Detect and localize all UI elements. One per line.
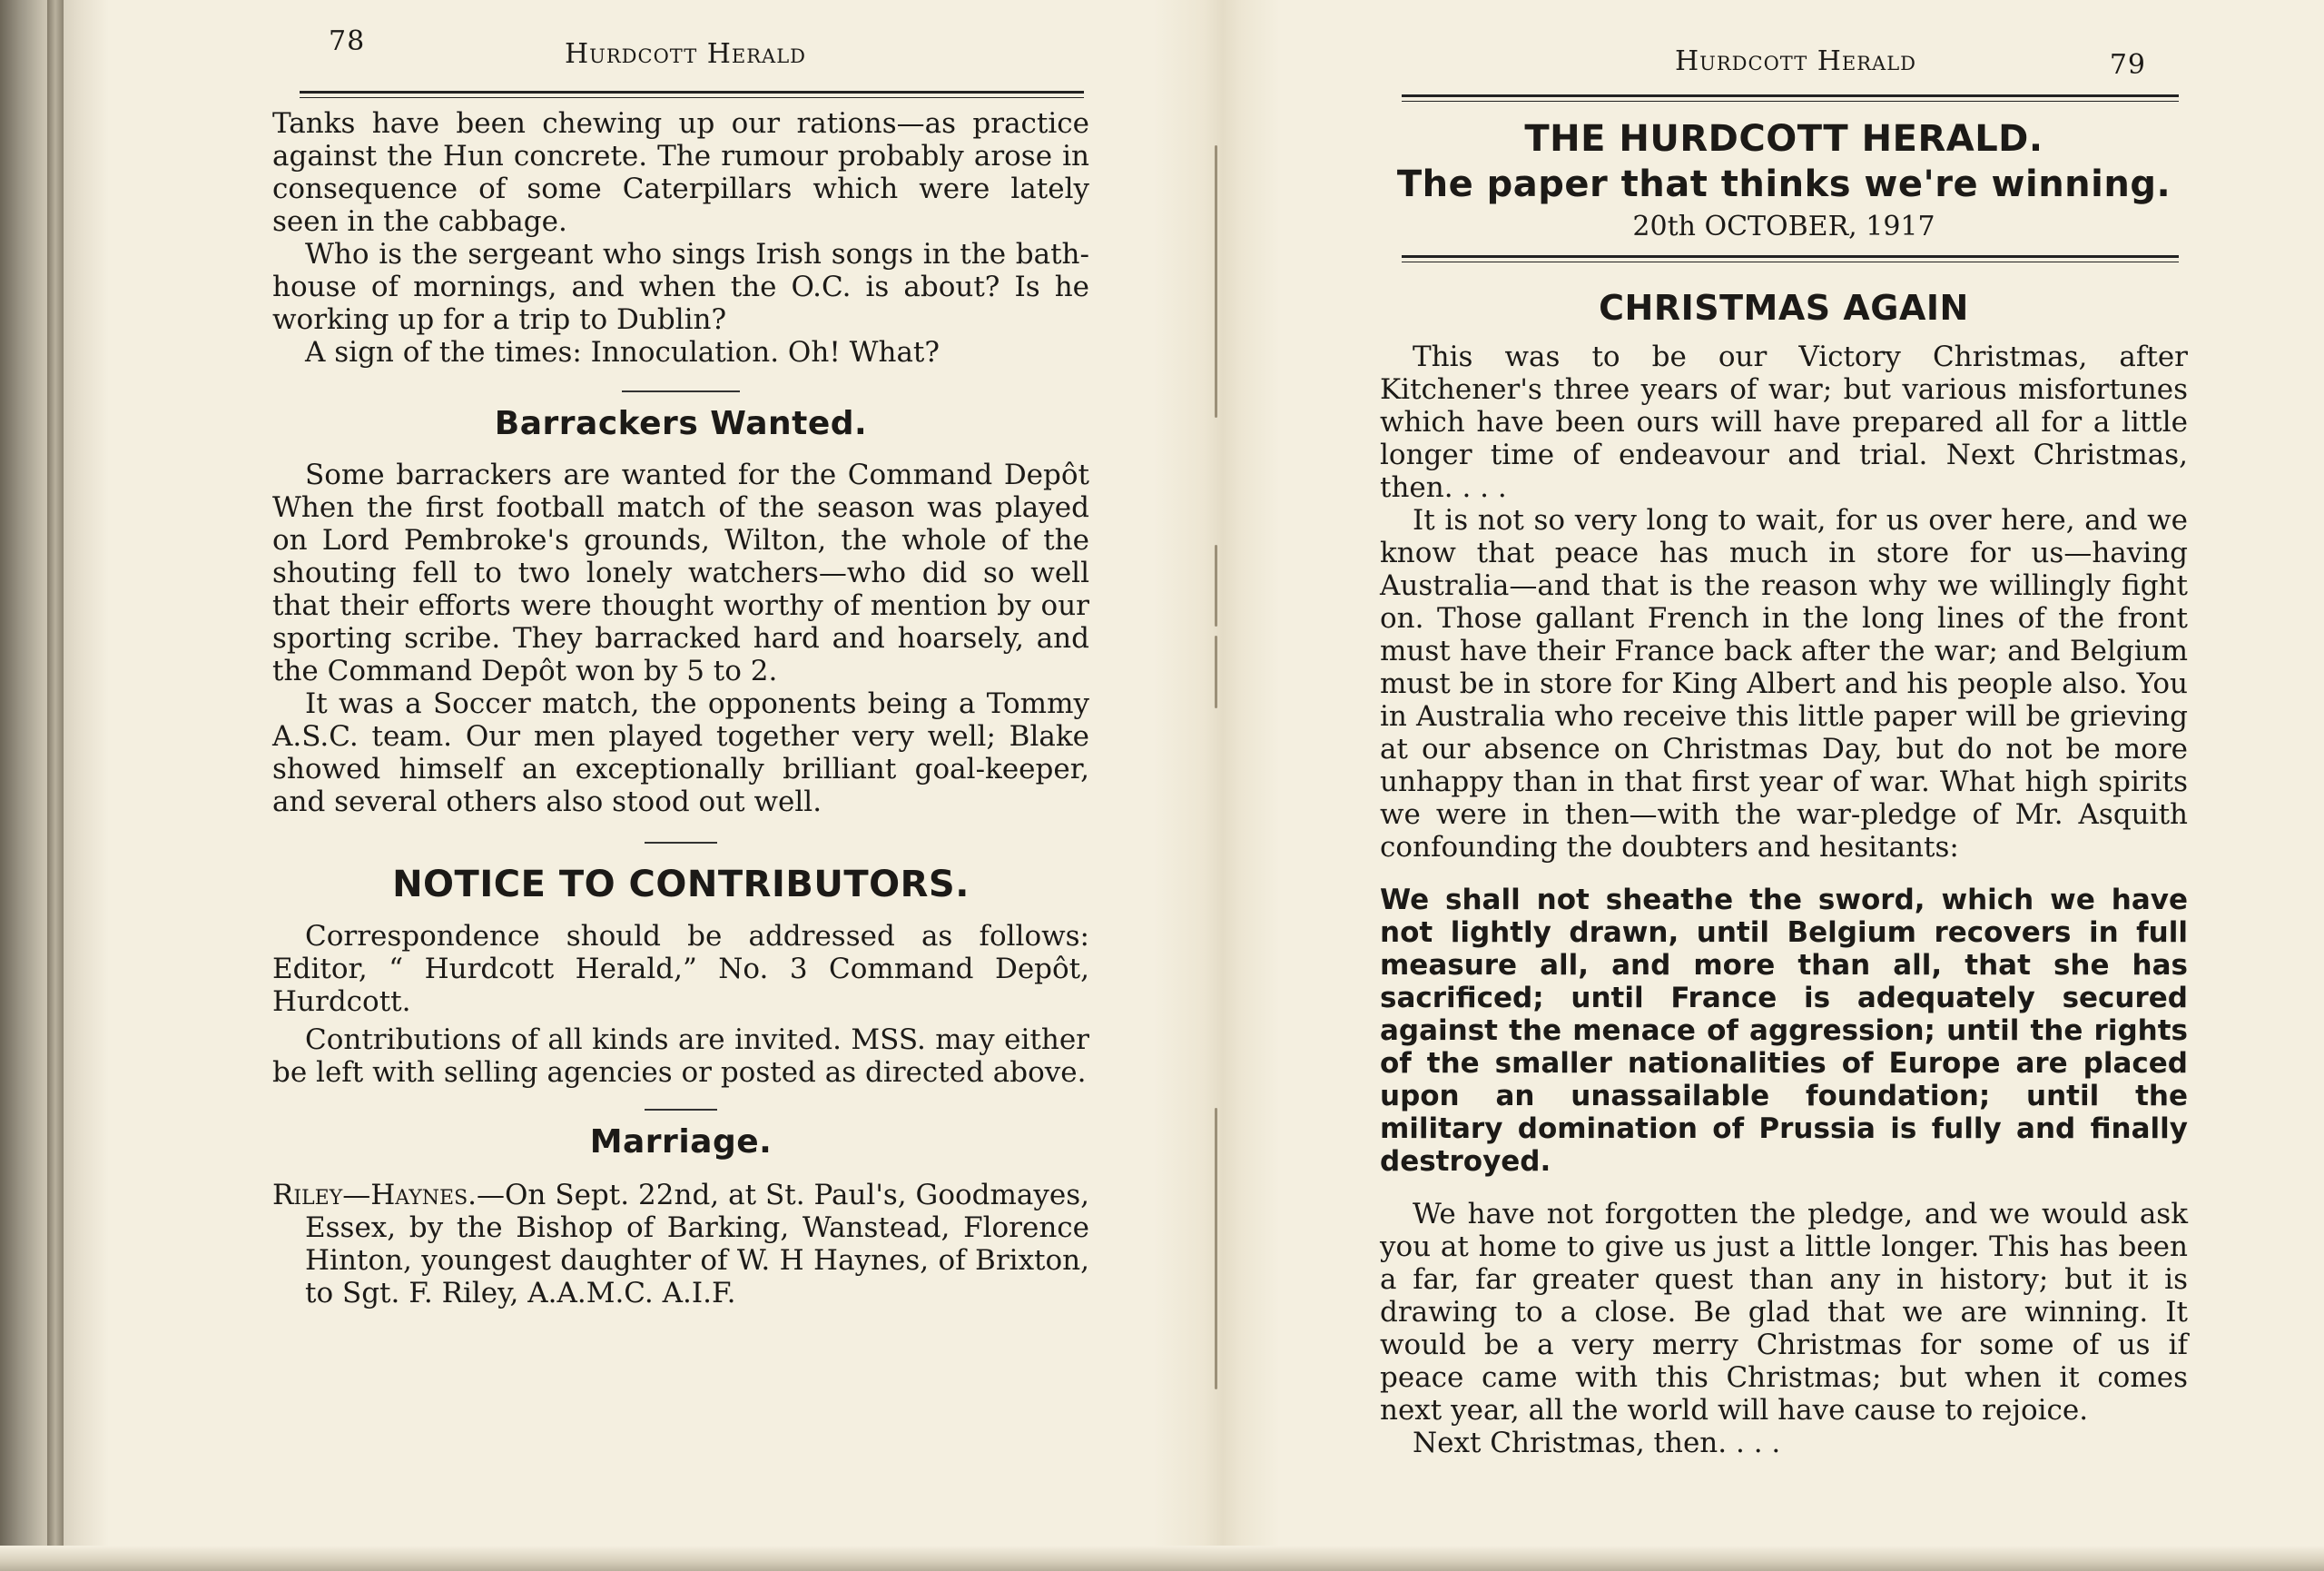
paragraph: A sign of the times: Innoculation. Oh! What? — [305, 336, 940, 369]
binding-stitch — [1215, 1108, 1217, 1389]
right-page — [1380, 0, 2188, 1544]
section-heading: Barrackers Wanted. — [494, 405, 868, 442]
paragraph: This was to be our Victory Christmas, after Kitchener's three years of war; but various misfortunes which have been ours will have prepared all for a little longer time of endeavour and trial. Next Christmas, then. . . . — [1380, 341, 2188, 504]
paragraph: Correspondence should be addressed as follows: Editor, “ Hurdcott Herald,” No. 3 Command Depôt, Hurdcott. — [272, 920, 1089, 1018]
masthead-title: THE HURDCOTT HERALD. — [1524, 118, 2043, 160]
article — [1380, 288, 2188, 1459]
paragraph: Next Christmas, then. . . . — [1413, 1427, 1781, 1459]
book-gutter — [1153, 0, 1280, 1571]
header-rule — [1402, 94, 2179, 102]
paragraph: It was a Soccer match, the opponents being a Tommy A.S.C. team. Our men played together very well; Blake showed himself an exceptionally brilliant goal-keeper, and several others also stood out well. — [272, 687, 1089, 818]
page-number: 78 — [329, 25, 366, 57]
barrackers-section — [272, 405, 1089, 818]
paragraph: Who is the sergeant who sings Irish songs in the bath-house of mornings, and when the O.C. is about? Is he working up for a trip to Dublin? — [272, 238, 1089, 336]
marriage-section — [272, 1123, 1089, 1309]
left-page — [272, 0, 1089, 1544]
section-divider — [622, 390, 740, 392]
paragraph: Contributions of all kinds are invited. MSS. may either be left with selling agencies or posted as directed above. — [272, 1023, 1089, 1089]
book-bottom-edge — [0, 1546, 2324, 1571]
article-heading: CHRISTMAS AGAIN — [1599, 288, 1969, 328]
masthead — [1380, 118, 2188, 242]
notice-section — [272, 864, 1089, 1089]
section-divider — [645, 1109, 717, 1111]
running-head — [1380, 25, 2188, 81]
paragraph: We have not forgotten the pledge, and we would ask you at home to give us just a little longer. This has been a far, far greater quest than any in history; but it is drawing to a close. Be glad that we are winning. It would be a very merry Christmas for some of us if peace came with this Christmas; but when it comes next year, all the world will have cause to rejoice. — [1380, 1198, 2188, 1427]
section-heading: Marriage. — [589, 1123, 773, 1161]
running-head — [272, 25, 1089, 78]
binding-stitch — [1215, 145, 1217, 418]
header-rule — [300, 91, 1084, 98]
masthead-date: 20th OCTOBER, 1917 — [1632, 211, 1935, 242]
intro-section — [272, 107, 1089, 369]
masthead-subtitle: The paper that thinks we're winning. — [1396, 163, 2171, 205]
asquith-pledge-quote: We shall not sheathe the sword, which we have not lightly drawn, until Belgium recovers in full measure all, and more than all, that she has sacrificed; until France is adequately secured against the menace of aggression; until the rights of the smaller nationalities of Europe are placed upon an unassailable foundation; until the military domination of Prussia is fully and finally destroyed. — [1380, 884, 2188, 1178]
marriage-text: —On Sept. 22nd, at St. Paul's, Goodmayes, Essex, by the Bishop of Barking, Wanstead, Florence Hinton, youngest daughter of W. H Haynes, of Brixton, to Sgt. F. Riley, A.A.M.C. A.I.F. — [305, 1179, 1089, 1309]
marriage-notice — [272, 1179, 1089, 1309]
running-head-title: Hurdcott Herald — [565, 38, 806, 70]
binding-stitch — [1215, 545, 1217, 627]
section-heading: NOTICE TO CONTRIBUTORS. — [392, 864, 970, 905]
paragraph: Tanks have been chewing up our rations—as practice against the Hun concrete. The rumour probably arose in consequence of some Caterpillars which were lately seen in the cabbage. — [272, 107, 1089, 238]
page-number: 79 — [2109, 49, 2146, 81]
book-edge-strip — [47, 0, 64, 1571]
marriage-names: Riley—Haynes. — [272, 1179, 478, 1211]
section-divider — [645, 842, 717, 844]
masthead-rule — [1402, 255, 2179, 262]
binding-stitch — [1215, 636, 1217, 708]
paragraph: It is not so very long to wait, for us over here, and we know that peace has much in store for us—having Australia—and that is the reason why we willingly fight on. Those gallant French in the long lines of the front must have their France back after the war; and Belgium must be in store for King Albert and his people also. You in Australia who receive this little paper will be grieving at our absence on Christmas Day, but do not be more unhappy than in that first year of war. What high spirits we were in then—with the war-pledge of Mr. Asquith confounding the doubters and hesitants: — [1380, 504, 2188, 864]
paragraph: Some barrackers are wanted for the Command Depôt When the first football match of the season was played on Lord Pembroke's grounds, Wilton, the whole of the shouting fell to two lonely watchers—who did so well that their efforts were thought worthy of mention by our sporting scribe. They barracked hard and hoarsely, and the Command Depôt won by 5 to 2. — [272, 459, 1089, 687]
running-head-title: Hurdcott Herald — [1675, 45, 1916, 77]
